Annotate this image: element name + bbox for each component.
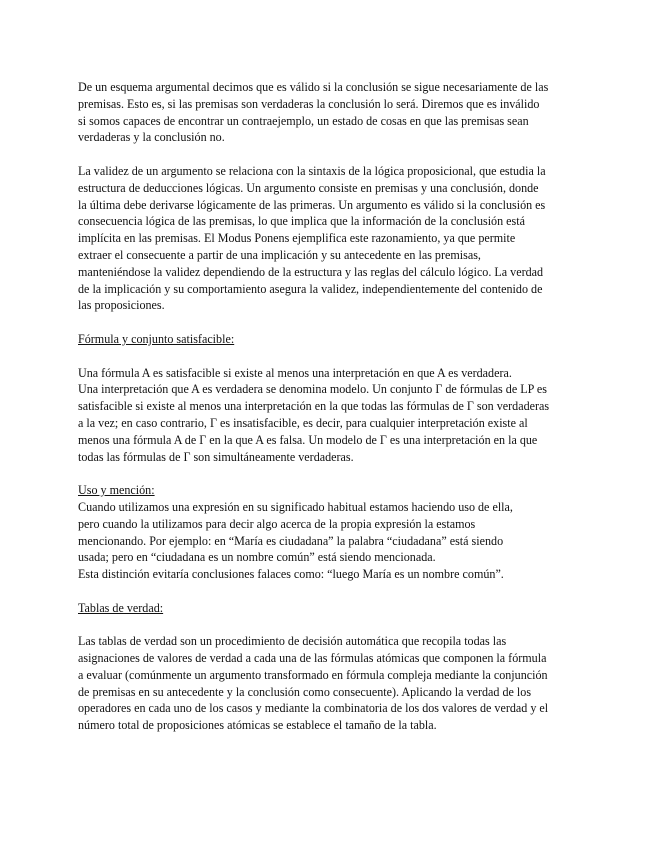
heading-satisfiable (78, 331, 578, 348)
text-line: verdaderas y la conclusión no. (78, 130, 225, 145)
text-line: La validez de un argumento se relaciona con la sintaxis de la lógica proposicional, que estudia la (78, 163, 546, 178)
text-line: consecuencia lógica de las premisas, lo que implica que la información de la conclusión está (78, 214, 525, 229)
paragraph-gap (78, 583, 578, 600)
paragraph-use-mention (78, 499, 578, 583)
text-line: pero cuando la utilizamos para decir algo acerca de la propia expresión la estamos (78, 516, 476, 531)
paragraph-gap (78, 617, 578, 634)
paragraph-gap (78, 314, 578, 331)
text-line: a la vez; en caso contrario, Γ es insatisfacible, es decir, para cualquier interpretación existe al (78, 415, 528, 430)
text-line: Una fórmula A es satisfacible si existe al menos una interpretación en que A es verdadera. (78, 365, 512, 380)
text-line: a evaluar (comúnmente un argumento transformado en fórmula compleja mediante la conjunción (78, 667, 548, 682)
text-line: mencionando. Por ejemplo: en “María es ciudadana” la palabra “ciudadana” está siendo (78, 533, 504, 548)
section-heading: Tablas de verdad: (78, 600, 164, 615)
section-heading: Fórmula y conjunto satisfacible: (78, 331, 235, 346)
document-body (78, 79, 578, 734)
text-line: de la implicación y su comportamiento asegura la validez, independientemente del contenido de (78, 281, 543, 296)
heading-truth-tables (78, 600, 578, 617)
text-line: implícita en las premisas. El Modus Ponens ejemplifica este razonamiento, ya que permite (78, 231, 516, 246)
heading-use-mention (78, 482, 578, 499)
paragraph-validity-definition (78, 79, 578, 146)
text-line: Una interpretación que A es verdadera se denomina modelo. Un conjunto Γ de fórmulas de LP es (78, 382, 547, 397)
text-line: operadores en cada uno de los casos y mediante la combinatoria de los dos valores de verdad y el (78, 701, 549, 716)
text-line: de premisas en su antecedente y la conclusión como consecuente). Aplicando la verdad de los (78, 684, 532, 699)
section-heading: Uso y mención: (78, 483, 155, 498)
text-line: manteniéndose la validez dependiendo de la estructura y las reglas del cálculo lógico. La verdad (78, 264, 544, 279)
paragraph-satisfiable (78, 365, 578, 466)
paragraph-truth-tables (78, 633, 578, 734)
text-line: si somos capaces de encontrar un contraejemplo, un estado de cosas en que las premisas sean (78, 113, 529, 128)
text-line: la última debe derivarse lógicamente de las primeras. Un argumento es válido si la conclusión es (78, 197, 546, 212)
text-line: estructura de deducciones lógicas. Un argumento consiste en premisas y una conclusión, donde (78, 180, 539, 195)
text-line: satisfacible si existe al menos una interpretación en la que todas las fórmulas de Γ son verdaderas (78, 399, 550, 414)
paragraph-gap (78, 348, 578, 365)
text-line: De un esquema argumental decimos que es válido si la conclusión se sigue necesariamente de las (78, 80, 549, 94)
text-line: Cuando utilizamos una expresión en su significado habitual estamos haciendo uso de ella, (78, 499, 513, 514)
text-line: las proposiciones. (78, 298, 165, 313)
text-line: extraer el consecuente a partir de una implicación y su antecedente en las premisas, (78, 247, 481, 262)
text-line: premisas. Esto es, si las premisas son verdaderas la conclusión lo será. Diremos que es inválido (78, 96, 540, 111)
text-line: asignaciones de valores de verdad a cada una de las fórmulas atómicas que componen la fórmula (78, 651, 547, 666)
text-line: usada; pero en “ciudadana es un nombre común” está siendo mencionada. (78, 550, 436, 565)
text-line: número total de proposiciones atómicas se establece el tamaño de la tabla. (78, 718, 437, 733)
paragraph-validity-syntax (78, 163, 578, 314)
text-line: todas las fórmulas de Γ son simultáneamente verdaderas. (78, 449, 354, 464)
text-line: Esta distinción evitaría conclusiones falaces como: “luego María es un nombre común”. (78, 567, 504, 582)
paragraph-gap (78, 465, 578, 482)
paragraph-gap (78, 146, 578, 163)
text-line: menos una fórmula A de Γ en la que A es falsa. Un modelo de Γ es una interpretación en la que (78, 432, 538, 447)
text-line: Las tablas de verdad son un procedimiento de decisión automática que recopila todas las (78, 634, 507, 649)
